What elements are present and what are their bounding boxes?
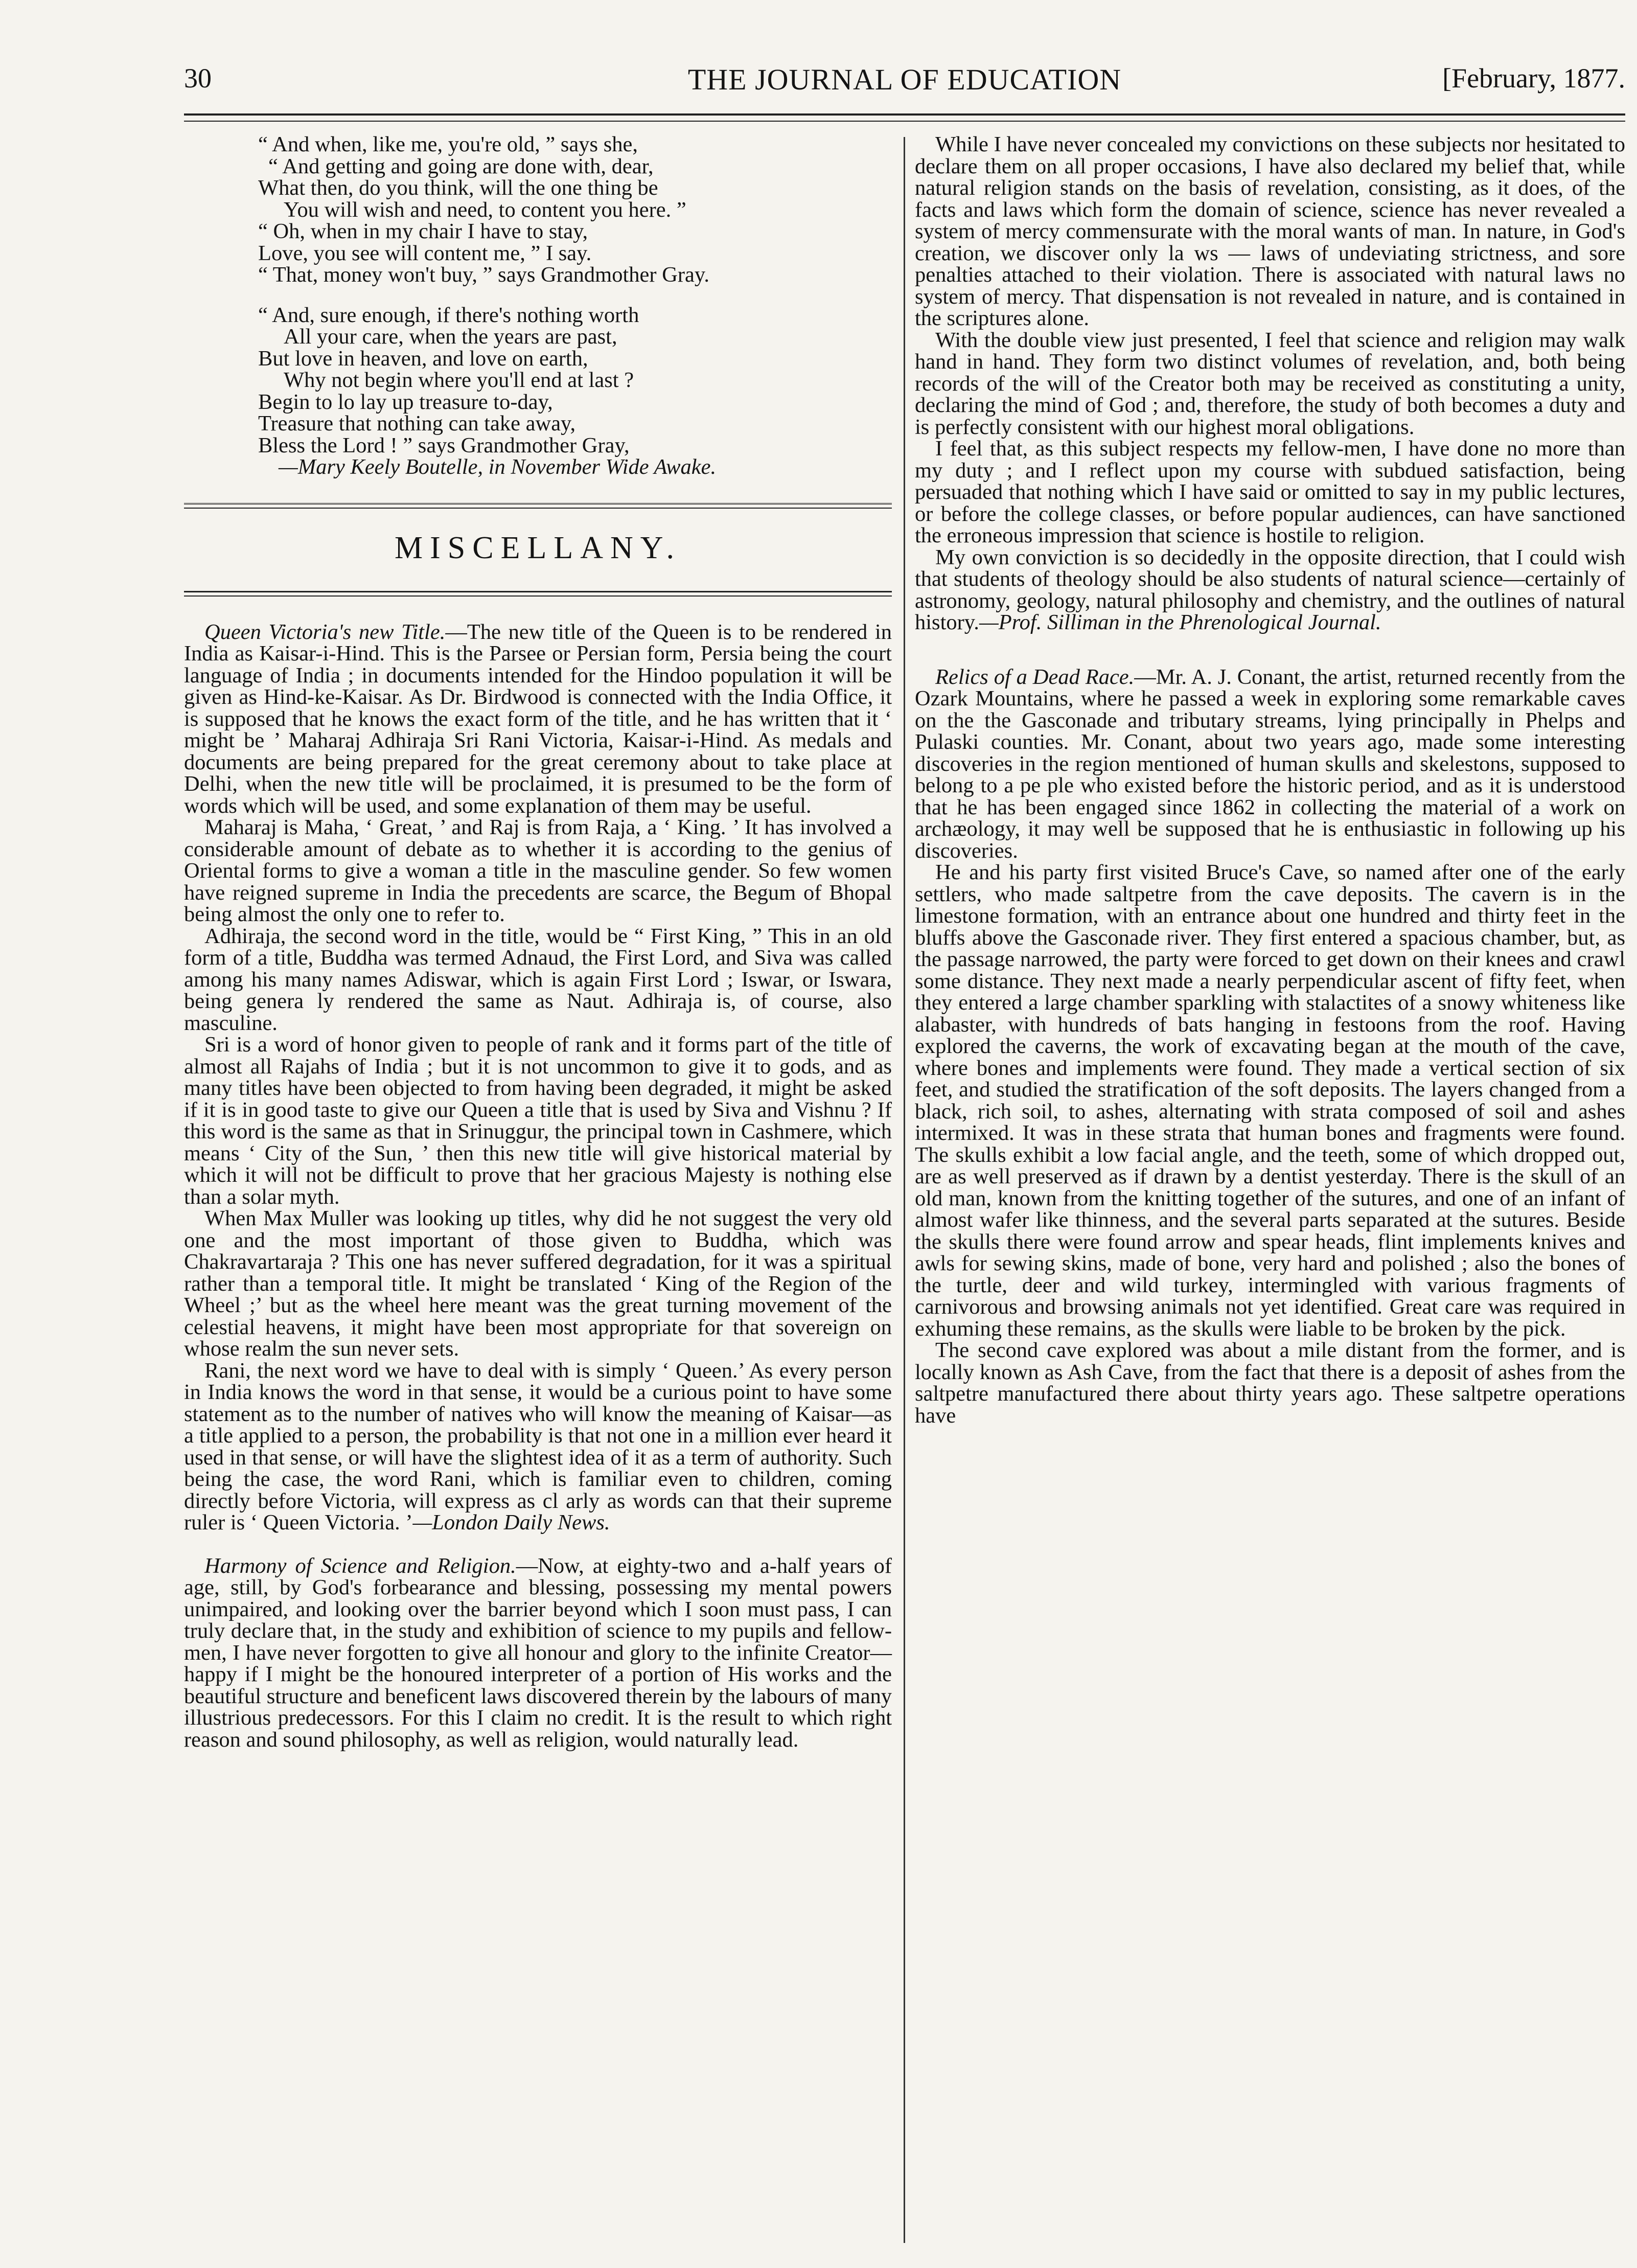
article-paragraph: Sri is a word of honor given to people of rank and it forms part of the title of almost all Rajahs of India ; but it is not uncommon to give it to gods, and as many titles have been objected to from having been degraded, it might be asked if it is in good taste to give our Queen a title that is used by Siva and Vishnu ? If this word is the same as that in Srinuggur, the principal town in Cashmere, which means ‘ City of the Sun, ’ then this new title will give historical material by which it will not be difficult to prove that her gracious Majesty is nothing else than a solar myth. bbox=[184, 1033, 892, 1209]
article-paragraph: With the double view just presented, I feel that science and religion may walk hand in hand. They form two distinct volumes of revelation, and, both being records of the will of the Creator both may be received as constituting a unity, declaring the mind of God ; and, therefore, the study of both becomes a duty and is perfectly consistent with our highest moral obligations. bbox=[915, 328, 1625, 439]
article-paragraph: The second cave explored was about a mile distant from the former, and is locally known as Ash Cave, from the fact that there is a deposit of ashes from the saltpetre manufactured there about thirty years ago. These saltpetre operations have bbox=[915, 1338, 1625, 1428]
article-paragraph: Adhiraja, the second word in the title, would be “ First King, ” This in an old form of a title, Buddha was termed Adnaud, the First Lord, and Siva was called among his many names Adiswar, which is again First Lord ; Iswar, or Iswara, being genera ly rendered the same as Naut. Adhiraja is, of course, also masculine. bbox=[184, 924, 892, 1035]
poem-line: But love in heaven, and love on earth, bbox=[258, 346, 588, 371]
poem-line: Bless the Lord ! ” says Grandmother Gray, bbox=[258, 433, 630, 457]
article-paragraph: While I have never concealed my convictions on these subjects nor hesitated to declare them on all proper occasions, I have also declared my belief that, while natural religion stands on the basis of revelation, consisting, as it does, of the facts and laws which form the domain of science, science has never revealed a system of mercy commensurate with the moral wants of man. In nature, in God's creation, we discover only la ws — laws of undeviating strictness, and sore penalties attached to their violation. There is associated with natural laws no system of mercy. That dispensation is not revealed in nature, and is contained in the scriptures alone. bbox=[915, 132, 1625, 330]
article-title-queen: Queen Victoria's new Title. bbox=[204, 620, 446, 644]
article-paragraph: When Max Muller was looking up titles, why did he not suggest the very old one and the most important of those given to Buddha, which was Chakravartaraja ? This one has never suffered degradation, for it was a spiritual rather than a temporal title. It might be translated ‘ King of the Region of the Wheel ;’ but as the wheel here meant was the great turning movement of the celestial heavens, it might have been most appropriate for that sovereign on whose realm the sun never sets. bbox=[184, 1206, 892, 1361]
left-column bbox=[184, 134, 892, 1751]
poem-line: “ That, money won't buy, ” says Grandmother Gray. bbox=[258, 263, 710, 287]
miscellany-heading-block bbox=[184, 494, 892, 611]
running-header bbox=[184, 62, 1625, 113]
article-paragraph: Relics of a Dead Race.—Mr. A. J. Conant, the artist, returned recently from the Ozark Mountains, where he passed a week in exploring some remarkable caves on the the Gasconade and tributary streams, lying principally in Phelps and Pulaski counties. Mr. Conant, about two years ago, made some interesting discoveries in the region mentioned of human skulls and skelestons, supposed to belong to a pe ple who existed before the historic period, and as it is understood that he has been engaged since 1862 in collecting the material of a work on archæology, it may well be supposed that he is enthusiastic in following up his discoveries. bbox=[915, 665, 1625, 863]
column-divider bbox=[904, 137, 905, 2243]
poem-line: What then, do you think, will the one thing be bbox=[258, 176, 658, 200]
poem-line: “ And getting and going are done with, dear, bbox=[268, 154, 654, 178]
heading-rule bbox=[184, 503, 892, 509]
poem-line: “ Oh, when in my chair I have to stay, bbox=[258, 219, 588, 243]
poem-line: All your care, when the years are past, bbox=[284, 325, 617, 349]
issue-date: [February, 1877. bbox=[1442, 63, 1625, 94]
article-paragraph: My own conviction is so decidedly in the opposite direction, that I could wish that students of theology should be also students of natural science—certainly of astronomy, geology, natural philosophy and chemistry, and the outlines of natural history.—Prof. Silliman in the Phrenological Journal. bbox=[915, 545, 1625, 634]
poem-line: You will wish and need, to content you here. ” bbox=[284, 197, 686, 222]
heading-rule bbox=[184, 591, 892, 597]
article-title-harmony: Harmony of Science and Religion. bbox=[204, 1553, 516, 1578]
right-column bbox=[915, 134, 1625, 1427]
header-rule-lower bbox=[184, 121, 1625, 122]
poem-line: Love, you see will content me, ” I say. bbox=[258, 241, 592, 265]
article-paragraph: I feel that, as this subject respects my fellow-men, I have done no more than my duty ; and I reflect upon my course with subdued satisfaction, being persuaded that nothing which I have said or omitted to say in my public lectures, or before the college classes, or before popular audiences, can have sanctioned the erroneous impression that science is hostile to religion. bbox=[915, 437, 1625, 547]
poem-line: “ And, sure enough, if there's nothing worth bbox=[258, 303, 639, 327]
article-paragraph: Rani, the next word we have to deal with is simply ‘ Queen.’ As every person in India knows the word in that sense, it would be a curious point to have some statement as to the number of natives who will know the meaning of Kaisar—as a title applied to a person, the probability is that not one in a million ever heard it used in that sense, or will have the slightest idea of it as a term of authority. Such being the case, the word Rani, which is familiar even to children, coming directly before Victoria, will express as cl arly as words can that their supreme ruler is ‘ Queen Victoria. ’—London Daily News. bbox=[184, 1358, 892, 1534]
poem-line: “ And when, like me, you're old, ” says she, bbox=[258, 132, 638, 156]
article-paragraph: Harmony of Science and Religion.—Now, at eighty-two and a-half years of age, still, by God's forbearance and blessing, possessing my mental powers unimpaired, and looking over the barrier beyond which I soon must pass, I can truly declare that, in the study and exhibition of science to my pupils and fellow-men, I have never forgotten to give all honour and glory to the infinite Creator—happy if I might be the honoured interpreter of a portion of His works and the beautiful structure and beneficent laws discovered therein by the labours of many illustrious predecessors. For this I claim no credit. It is the result to which right reason and sound philosophy, as well as religion, would naturally lead. bbox=[184, 1553, 892, 1752]
article-paragraph: Maharaj is Maha, ‘ Great, ’ and Raj is from Raja, a ‘ King. ’ It has involved a considerable amount of debate as to whether it is according to the genius of Oriental forms to give a woman a title in the masculine gender. So few women have reigned supreme in India the precedents are scarce, the Begum of Bhopal being almost the only one to refer to. bbox=[184, 815, 892, 926]
article-source: —London Daily News. bbox=[412, 1510, 610, 1534]
poem-line: Treasure that nothing can take away, bbox=[258, 411, 576, 436]
article-paragraph: He and his party first visited Bruce's Cave, so named after one of the early settlers, who made saltpetre from the cave deposits. The cavern is in the limestone formation, with an entrance about one hundred and thirty feet in the bluffs above the Gasconade river. They first entered a spacious chamber, but, as the passage narrowed, the party were forced to get down on their knees and crawl some distance. They next made a nearly perpendicular ascent of fifty feet, when they entered a large chamber sparkling with stalactites of a snowy whiteness like alabaster, with hundreds of bats hanging in festoons from the roof. Having explored the caverns, the work of excavating began at the mouth of the cave, where bones and implements were found. They made a vertical section of six feet, and studied the stratification of the soft deposits. The layers changed from a black, rich soil, to ashes, alternating with strata composed of soil and ashes intermixed. It was in these strata that human bones and fragments were found. The skulls exhibit a low facial angle, and the teeth, some of which dropped out, are as well preserved as if drawn by a dentist yesterday. There is the skull of an old man, known from the knitting together of the sutures, and one of an infant of almost wafer like thinness, and the several parts separated at the sutures. Beside the skulls there were found arrow and spear heads, flint implements knives and awls for sewing skins, made of bone, very hard and polished ; also the bones of the turtle, deer and wild turkey, intermingled with various fragments of carnivorous and browsing animals not yet identified. Great care was required in exhuming these remains, as the skulls were liable to be broken by the pick. bbox=[915, 860, 1625, 1341]
page-number: 30 bbox=[184, 63, 212, 94]
article-source: —Prof. Silliman in the Phrenological Journal. bbox=[979, 610, 1381, 634]
article-paragraph: Queen Victoria's new Title.—The new title of the Queen is to be rendered in India as Kaisar-i-Hind. This is the Parsee or Persian form, Persia being the court language of India ; in documents intended for the Hindoo population it will be given as Hind-ke-Kaisar. As Dr. Birdwood is connected with the India Office, it is supposed that he knows the exact form of the title, and he has written that it ‘ might be ’ Maharaj Adhiraja Sri Rani Victoria, Kaisar-i-Hind. As medals and documents are being prepared for the great ceremony about to take place at Delhi, when the new title will be proclaimed, it is presumed to be the form of words which will be used, and some explanation of them may be useful. bbox=[184, 620, 892, 818]
poem-line: Why not begin where you'll end at last ? bbox=[284, 368, 634, 392]
poem-line: Begin to lo lay up treasure to-day, bbox=[258, 390, 553, 414]
header-rule bbox=[184, 113, 1625, 116]
miscellany-heading: MISCELLANY. bbox=[394, 530, 682, 565]
poem bbox=[184, 134, 892, 478]
journal-title: THE JOURNAL OF EDUCATION bbox=[687, 63, 1122, 96]
poem-attribution: —Mary Keely Boutelle, in November Wide Awake. bbox=[279, 455, 717, 479]
article-title-relics: Relics of a Dead Race. bbox=[935, 665, 1135, 689]
